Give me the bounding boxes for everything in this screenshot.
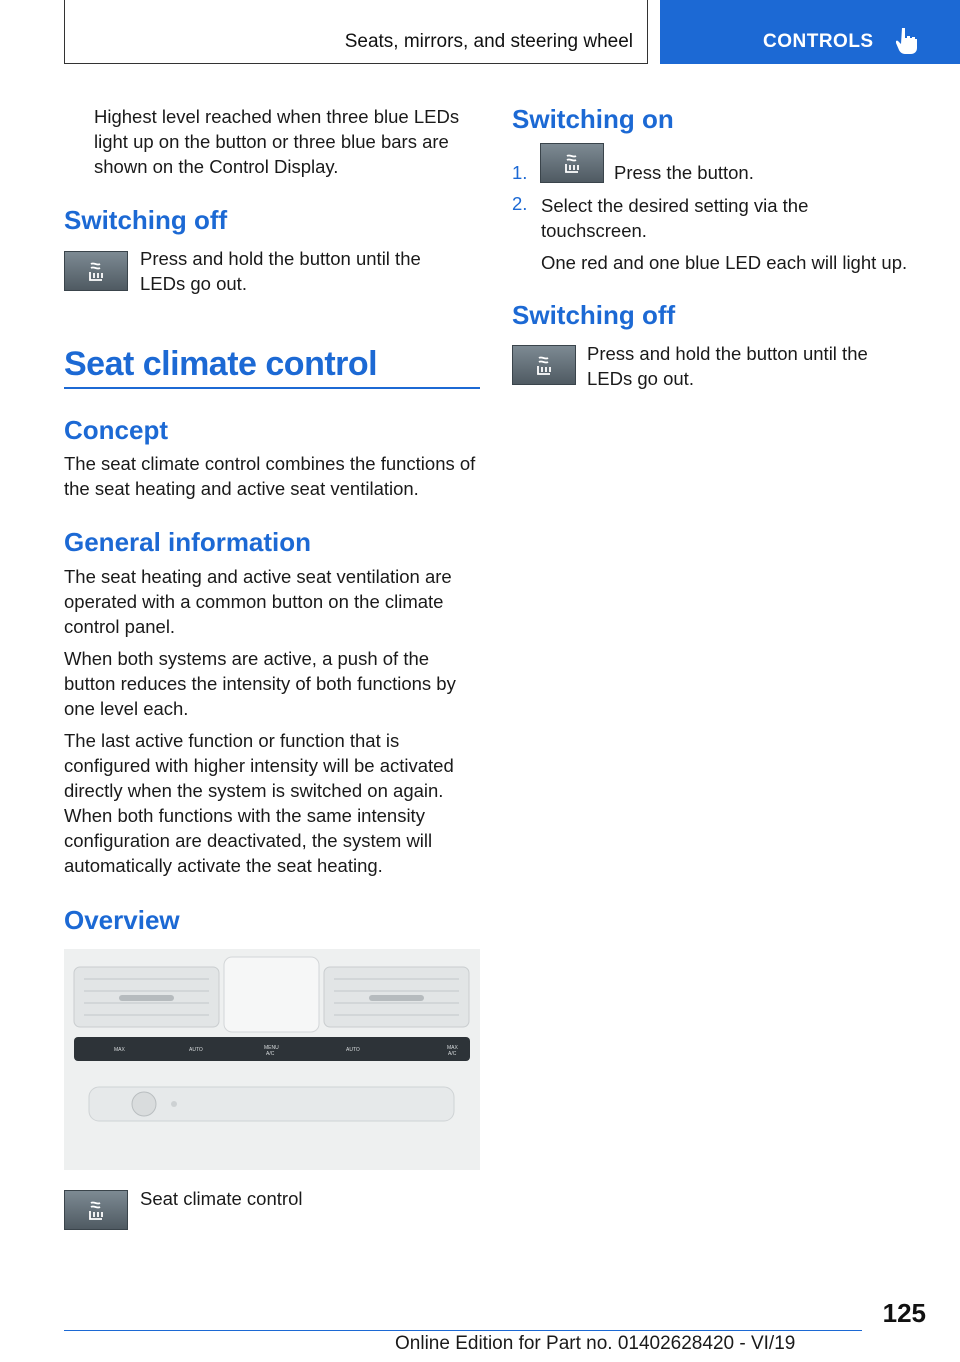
concept-heading: Concept — [64, 415, 168, 445]
step-1-text: Press the button. — [614, 162, 754, 183]
seat-climate-button-icon-step — [540, 143, 604, 183]
concept-text: The seat climate control combines the functions of the seat heating and active seat ventilation. — [64, 453, 476, 499]
step-1-number: 1. — [512, 162, 528, 183]
switching-on-heading: Switching on — [512, 104, 674, 134]
svg-text:AUTO: AUTO — [189, 1047, 203, 1053]
general-paragraph-2: When both systems are active, a push of the button reduces the intensity of both functions by one level each. — [64, 648, 456, 719]
svg-text:MAX: MAX — [114, 1047, 125, 1053]
main-heading: Seat climate control — [64, 345, 378, 383]
svg-text:AUTO: AUTO — [346, 1047, 360, 1053]
heading-rule — [64, 387, 480, 389]
switching-off-text-right: Press and hold the button until the LEDs go out. — [587, 343, 868, 389]
header-section-box — [64, 0, 648, 64]
climate-panel-photo — [64, 949, 480, 1170]
photo-caption: Seat climate control — [140, 1188, 303, 1209]
header-chapter-title: CONTROLS — [763, 31, 874, 52]
intro-paragraph: Highest level reached when three blue LEDs light up on the button or three blue bars are shown on the Control Display. — [94, 106, 460, 177]
step-2-text: Select the desired setting via the touchscreen. — [541, 195, 809, 241]
svg-text:A/C: A/C — [448, 1051, 457, 1057]
switching-off-heading-left: Switching off — [64, 205, 228, 235]
svg-text:A/C: A/C — [266, 1051, 275, 1057]
general-heading: General information — [64, 527, 312, 557]
seat-climate-button-icon-caption — [64, 1190, 128, 1230]
page-number: 125 — [882, 1298, 926, 1328]
footer-edition: Online Edition for Part no. 01402628420 - VI/19 — [395, 1333, 796, 1354]
step-2-number: 2. — [512, 193, 528, 214]
header-chapter-box[interactable] — [660, 0, 960, 64]
switching-off-text-left: Press and hold the button until the LEDs go out. — [140, 248, 421, 294]
footer-rule — [64, 1330, 862, 1331]
overview-heading: Overview — [64, 905, 180, 935]
header-section-title: Seats, mirrors, and steering wheel — [344, 31, 633, 52]
seat-climate-button-icon — [64, 251, 128, 291]
svg-text:MAX: MAX — [447, 1045, 458, 1051]
seat-climate-button-icon-right — [512, 345, 576, 385]
general-paragraph-3: The last active function or function that is configured with higher intensity will be activated directly when the system is switched on again. When both functions with the same intensity configuration are deactivated, the system will automatically activate the seat heating. — [64, 730, 454, 876]
pointing-hand-icon — [896, 26, 920, 54]
general-paragraph-1: The seat heating and active seat ventilation are operated with a common button on the climate control panel. — [64, 566, 452, 637]
step-2-subtext: One red and one blue LED each will light up. — [541, 252, 908, 273]
switching-off-heading-right: Switching off — [512, 300, 676, 330]
svg-text:MENU: MENU — [264, 1045, 279, 1051]
